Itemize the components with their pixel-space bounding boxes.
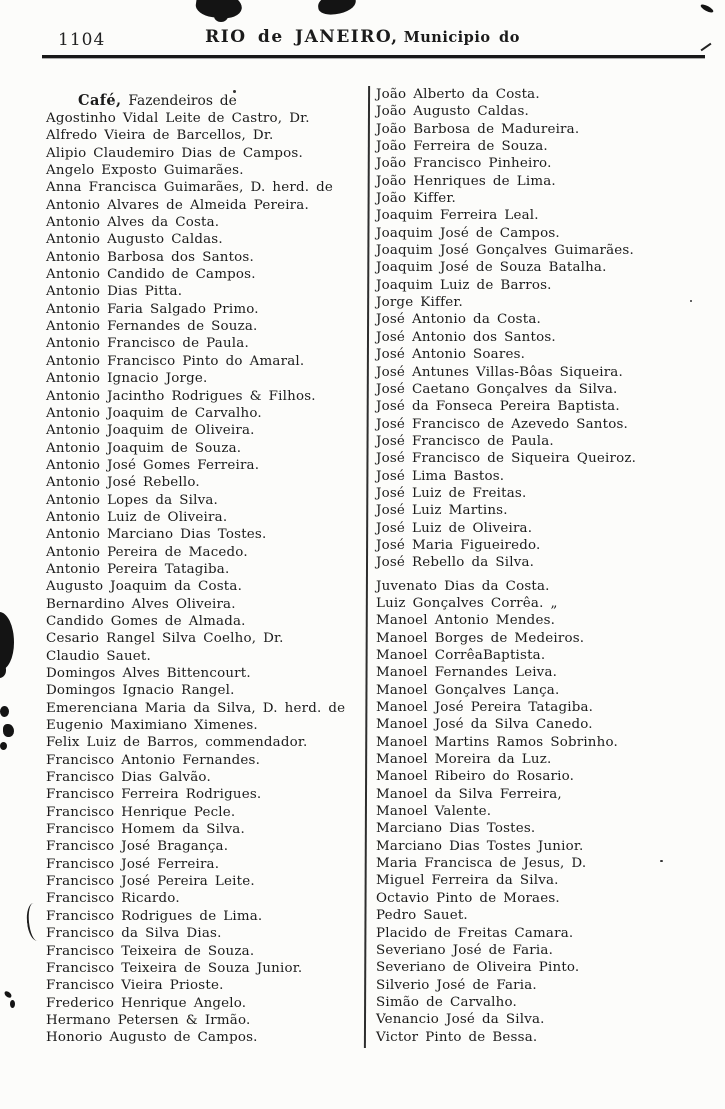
- list-item: Francisco José Ferreira.: [46, 856, 220, 872]
- list-item: Francisco Teixeira de Souza.: [46, 943, 255, 959]
- list-item: José Antunes Villas-Bôas Siqueira.: [376, 364, 623, 380]
- list-item: Alfredo Vieira de Barcellos, Dr.: [46, 128, 274, 144]
- list-item: Joaquim José Gonçalves Guimarães.: [376, 243, 634, 259]
- list-item: Manoel Antonio Mendes.: [376, 613, 556, 629]
- right-column-list-upper: [374, 86, 714, 572]
- section-heading: [40, 92, 364, 110]
- list-item: Joaquim José de Campos.: [376, 225, 560, 241]
- list-item: Francisco José Bragança.: [46, 839, 229, 855]
- list-item: Antonio Lopes da Silva.: [46, 492, 218, 508]
- list-item: Candido Gomes de Almada.: [46, 613, 246, 629]
- list-item: Francisco da Silva Dias.: [46, 926, 222, 942]
- list-item: Cesario Rangel Silva Coelho, Dr.: [46, 631, 284, 647]
- list-item: José Antonio dos Santos.: [376, 329, 556, 345]
- list-item: José Luiz de Freitas.: [376, 485, 527, 501]
- ink-smudge: [700, 3, 715, 14]
- list-item: Maria Francisca de Jesus, D.: [376, 856, 587, 872]
- list-item: Felix Luiz de Barros, commendador.: [46, 735, 308, 751]
- list-item: Francisco Ferreira Rodrigues.: [46, 787, 262, 803]
- list-item: Honorio Augusto de Campos.: [46, 1030, 258, 1046]
- list-item: Placido de Freitas Camara.: [376, 925, 574, 941]
- list-item: Manoel Borges de Medeiros.: [376, 630, 585, 646]
- list-item: José Maria Figueiredo.: [376, 537, 541, 553]
- list-item: Domingos Alves Bittencourt.: [46, 666, 251, 681]
- list-item: José Lima Bastos.: [376, 468, 505, 484]
- list-item: Antonio Dias Pitta.: [46, 284, 183, 300]
- list-item: Francisco José Pereira Leite.: [46, 874, 255, 890]
- list-item: Francisco Henrique Pecle.: [46, 804, 236, 820]
- list-item: Antonio Joaquim de Souza.: [46, 440, 242, 456]
- list-item: Venancio José da Silva.: [376, 1012, 545, 1028]
- list-item: Antonio Francisco Pinto do Amaral.: [46, 353, 305, 369]
- ink-smudge: [214, 10, 228, 22]
- page-number: 1104: [58, 30, 106, 50]
- left-column: [40, 92, 364, 1047]
- list-item: Antonio Pereira Tatagiba.: [46, 561, 230, 577]
- list-item: José Francisco de Siqueira Queiroz.: [376, 451, 637, 467]
- list-item: Francisco Rodrigues de Lima.: [46, 908, 263, 924]
- section-heading-term: Café,: [78, 92, 122, 109]
- list-item: Antonio José Rebello.: [46, 475, 200, 491]
- list-item: Antonio Luiz de Oliveira.: [46, 509, 228, 525]
- ink-blot: [0, 612, 14, 670]
- list-item: Francisco Antonio Fernandes.: [46, 752, 261, 768]
- list-item: Silverio José de Faria.: [376, 977, 537, 993]
- list-item: Eugenio Maximiano Ximenes.: [46, 718, 258, 734]
- list-item: Bernardino Alves Oliveira.: [46, 596, 236, 612]
- list-item: Antonio Joaquim de Carvalho.: [46, 405, 262, 421]
- list-item: Jorge Kiffer.: [376, 295, 463, 311]
- list-item: Miguel Ferreira da Silva.: [376, 873, 559, 889]
- list-item: Antonio Alves da Costa.: [46, 215, 220, 231]
- ink-smudge: [317, 0, 357, 16]
- list-item: Manoel José Pereira Tatagiba.: [376, 700, 594, 716]
- list-item: Pedro Sauet.: [376, 908, 468, 924]
- list-item: João Kiffer.: [376, 191, 456, 207]
- list-item: Manoel CorrêaBaptista.: [376, 648, 546, 663]
- list-item: Manoel Gonçalves Lança.: [376, 682, 560, 698]
- list-item: Severiano José de Faria.: [376, 942, 554, 958]
- ink-speck: [0, 742, 7, 750]
- list-item: Antonio Faria Salgado Primo.: [46, 301, 259, 317]
- right-column-list-lower: [374, 578, 714, 1046]
- list-item: Antonio Ignacio Jorge.: [46, 371, 208, 387]
- list-item: Manoel Fernandes Leiva.: [376, 665, 558, 681]
- list-item: Alipio Claudemiro Dias de Campos.: [46, 145, 303, 161]
- column-divider: [364, 86, 370, 1048]
- running-title-suffix: Municipio do: [403, 29, 520, 46]
- list-item: Antonio Jacintho Rodrigues & Filhos.: [46, 388, 316, 404]
- list-item: Hermano Petersen & Irmão.: [46, 1012, 251, 1028]
- list-item: Emerenciana Maria da Silva, D. herd. de: [46, 700, 346, 716]
- list-item: José Rebello da Silva.: [376, 555, 535, 571]
- list-item: Manoel Martins Ramos Sobrinho.: [376, 734, 618, 750]
- list-item: João Alberto da Costa.: [376, 87, 540, 102]
- list-item: Antonio Joaquim de Oliveira.: [46, 423, 255, 439]
- list-item: Victor Pinto de Bessa.: [376, 1029, 538, 1045]
- list-item: João Augusto Caldas.: [376, 104, 529, 120]
- list-item: José Antonio da Costa.: [376, 312, 541, 328]
- running-title-main: RIO de JANEIRO,: [205, 27, 399, 47]
- list-item: Severiano de Oliveira Pinto.: [376, 960, 580, 976]
- list-item: José Luiz de Oliveira.: [376, 520, 533, 536]
- list-item: Francisco Dias Galvão.: [46, 770, 211, 786]
- list-item: Antonio José Gomes Ferreira.: [46, 457, 260, 473]
- list-item: Francisco Ricardo.: [46, 891, 180, 907]
- list-item: Joaquim Luiz de Barros.: [376, 277, 552, 293]
- list-item: Simão de Carvalho.: [376, 994, 517, 1010]
- list-item: Marciano Dias Tostes Junior.: [376, 838, 584, 854]
- list-item: Marciano Dias Tostes.: [376, 821, 536, 837]
- list-item: Claudio Sauet.: [46, 648, 151, 664]
- list-item: João Barbosa de Madureira.: [376, 121, 580, 137]
- list-item: Agostinho Vidal Leite de Castro, Dr.: [46, 111, 310, 126]
- list-item: Antonio Alvares de Almeida Pereira.: [46, 197, 309, 213]
- list-item: Angelo Exposto Guimarães.: [46, 163, 244, 179]
- list-item: Francisco Vieira Prioste.: [46, 978, 224, 994]
- list-item: Manoel Ribeiro do Rosario.: [376, 769, 575, 785]
- ink-speck: [10, 1000, 15, 1008]
- list-item: Frederico Henrique Angelo.: [46, 995, 247, 1011]
- list-item: Luiz Gonçalves Corrêa. „: [376, 595, 558, 611]
- ink-blot: [0, 664, 6, 678]
- list-item: Antonio Augusto Caldas.: [46, 232, 223, 248]
- list-item: José Francisco de Azevedo Santos.: [376, 416, 628, 432]
- list-item: Manoel Valente.: [376, 804, 492, 820]
- list-item: Antonio Francisco de Paula.: [46, 336, 249, 352]
- list-item: João Henriques de Lima.: [376, 173, 556, 189]
- ink-speck: [3, 990, 12, 999]
- list-item: Manoel José da Silva Canedo.: [376, 717, 593, 733]
- ink-speck: [3, 724, 14, 737]
- list-item: Augusto Joaquim da Costa.: [46, 579, 243, 595]
- left-column-list: [40, 110, 364, 1047]
- right-column: [374, 86, 714, 1046]
- list-item: João Ferreira de Souza.: [376, 139, 548, 155]
- list-item: José Luiz Martins.: [376, 503, 508, 519]
- list-item: Juvenato Dias da Costa.: [376, 578, 550, 594]
- list-item: Octavio Pinto de Moraes.: [376, 890, 560, 906]
- list-item: José Antonio Soares.: [376, 347, 526, 363]
- list-item: Francisco Homem da Silva.: [46, 822, 245, 838]
- list-item: Antonio Fernandes de Souza.: [46, 319, 258, 335]
- list-item: Antonio Marciano Dias Tostes.: [46, 527, 267, 543]
- list-item: José da Fonseca Pereira Baptista.: [376, 399, 620, 415]
- list-item: Anna Francisca Guimarães, D. herd. de: [46, 180, 334, 196]
- list-item: Francisco Teixeira de Souza Junior.: [46, 960, 303, 976]
- list-item: Domingos Ignacio Rangel.: [46, 683, 235, 699]
- list-item: Joaquim Ferreira Leal.: [376, 208, 539, 224]
- running-title: [0, 27, 725, 47]
- header-rule: [42, 55, 705, 58]
- list-item: João Francisco Pinheiro.: [376, 156, 552, 172]
- list-item: Manoel da Silva Ferreira,: [376, 786, 562, 802]
- list-item: Manoel Moreira da Luz.: [376, 752, 552, 768]
- list-item: Antonio Barbosa dos Santos.: [46, 249, 254, 265]
- list-item: Antonio Candido de Campos.: [46, 267, 256, 283]
- section-heading-descriptor: Fazendeiros de: [128, 93, 237, 109]
- list-item: José Caetano Gonçalves da Silva.: [376, 381, 618, 397]
- list-item: José Francisco de Paula.: [376, 433, 554, 449]
- list-item: Joaquim José de Souza Batalha.: [376, 260, 607, 276]
- ink-speck: [0, 706, 9, 717]
- list-item: Antonio Pereira de Macedo.: [46, 544, 248, 560]
